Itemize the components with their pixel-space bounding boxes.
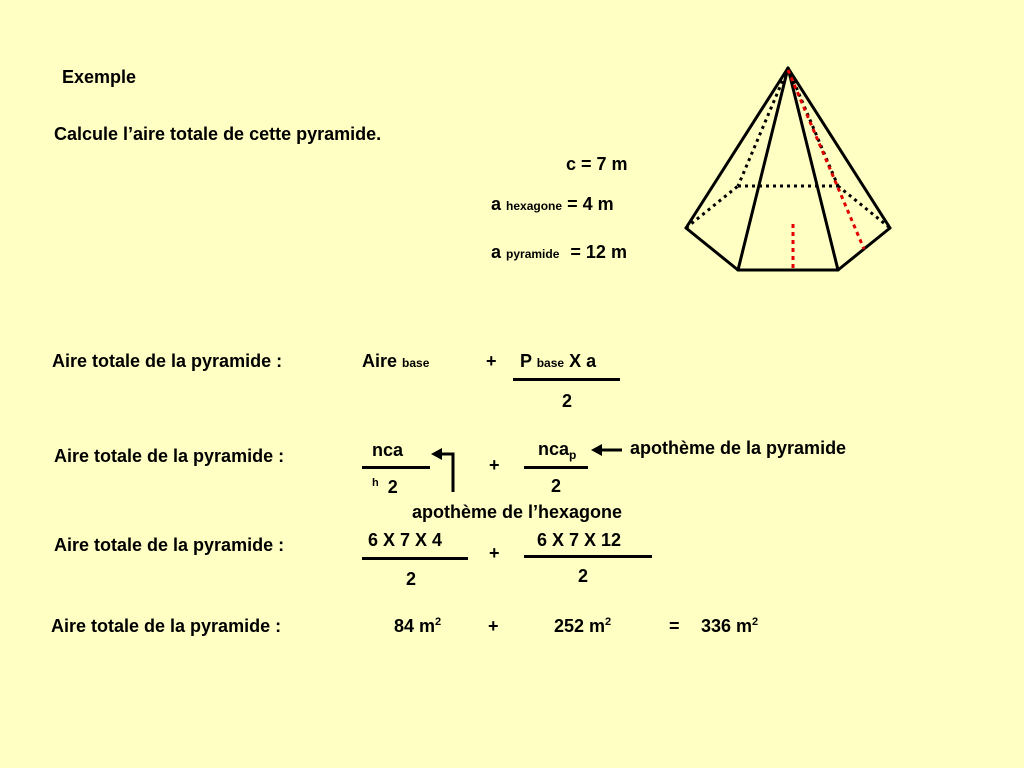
line3-den1: 2 [406, 569, 417, 589]
value2: 252 m [554, 616, 606, 636]
line2-den2: 2 [551, 476, 562, 496]
line3-fraction-bar-2 [524, 555, 652, 558]
num2-value: nca [538, 439, 570, 459]
a-hex-symbol: a [491, 194, 502, 214]
line3-num2: 6 X 7 X 12 [537, 530, 622, 550]
value2-exponent: 2 [605, 616, 612, 628]
heading-exemple: Exemple [62, 67, 137, 87]
aire-word: Aire [362, 351, 398, 371]
line4-result [701, 617, 758, 635]
line3-fraction-bar-1 [362, 557, 468, 560]
line4-label: Aire totale de la pyramide : [51, 616, 282, 636]
note-apotheme-hexagone: apothème de l’hexagone [412, 502, 623, 522]
line2-label: Aire totale de la pyramide : [54, 446, 285, 466]
aire-subscript: base [402, 356, 430, 370]
value1: 84 m [394, 616, 436, 636]
line2-num1: nca [372, 440, 404, 460]
den1-superscript: h [372, 477, 379, 489]
line3-plus: + [489, 543, 500, 563]
a-hex-value: = 4 m [567, 194, 614, 214]
value1-exponent: 2 [435, 616, 442, 628]
given-c: c = 7 m [566, 154, 628, 174]
line1-denominator: 2 [562, 391, 573, 411]
line2-plus: + [489, 455, 500, 475]
arrow-to-apotheme-pyramide [591, 444, 622, 456]
line1-label: Aire totale de la pyramide : [52, 351, 283, 371]
a-pyr-subscript: pyramide [506, 247, 560, 261]
line3-den2: 2 [578, 566, 589, 586]
line3-num1: 6 X 7 X 4 [368, 530, 443, 550]
line4-value2 [554, 617, 611, 635]
a-pyr-value: = 12 m [570, 242, 627, 262]
result-value: 336 m [701, 616, 753, 636]
line4-plus: + [488, 616, 499, 636]
p-symbol: P [520, 351, 532, 371]
line4-value1 [394, 617, 441, 635]
num2-subscript: p [569, 448, 577, 462]
den1-value: 2 [387, 477, 398, 497]
note-apotheme-pyramide: apothème de la pyramide [630, 438, 847, 458]
result-exponent: 2 [752, 616, 759, 628]
problem-instruction: Calcule l’aire totale de cette pyramide. [54, 124, 382, 144]
line3-label: Aire totale de la pyramide : [54, 535, 285, 555]
a-pyr-symbol: a [491, 242, 502, 262]
line4-equals: = [669, 616, 680, 636]
a-hex-subscript: hexagone [506, 199, 563, 213]
arrow-to-apotheme-hexagone [431, 448, 453, 492]
p-subscript: base [536, 356, 565, 370]
times-a: X a [569, 351, 597, 371]
line1-plus: + [486, 351, 497, 371]
